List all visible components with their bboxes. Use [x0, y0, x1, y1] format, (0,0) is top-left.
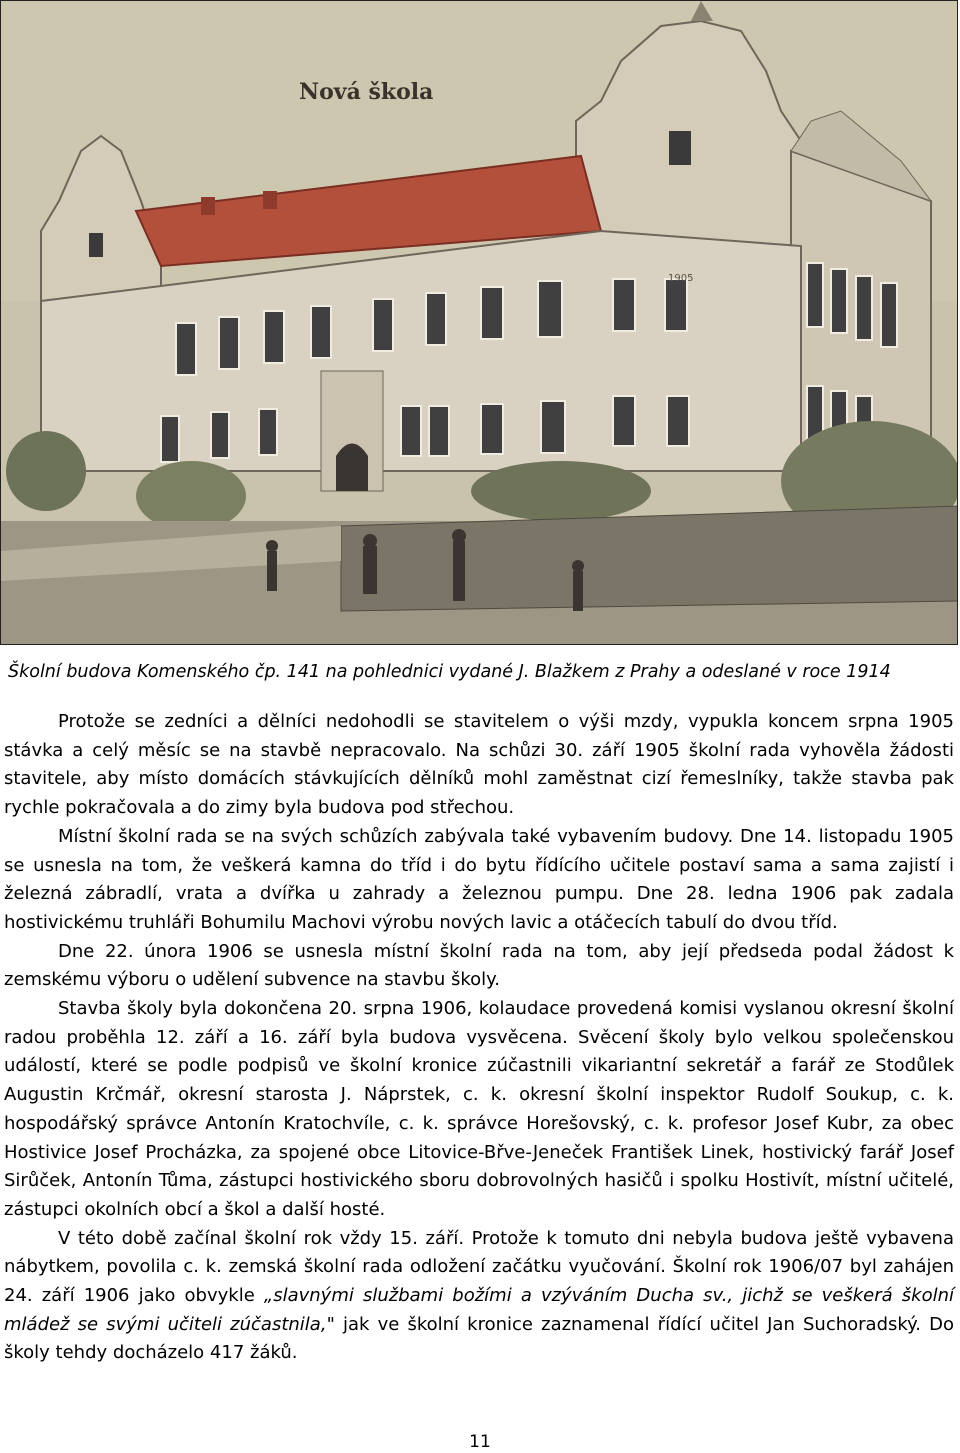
paragraph-text: " jak ve školní kronice zaznamenal řídící učitel Jan Suchoradský. Do školy tehdy docházelo 417 žáků.: [4, 1313, 954, 1364]
chronicle-quote: „slavnými službami božími a vzýváním Ducha sv., jichž se veškerá školní mládež se svými učiteli zúčastnila,: [4, 1285, 954, 1335]
paragraph: Dne 22. února 1906 se usnesla místní školní rada na tom, aby její předseda podal žádost k zemskému výboru o udělení subvence na stavbu školy.: [4, 940, 954, 991]
page-number: 11: [469, 1432, 491, 1452]
photo-year-plaque: 1905: [668, 273, 694, 284]
paragraph: Protože se zedníci a dělníci nedohodli se stavitelem o výši mzdy, vypukla koncem srpna 1905 stávka a celý měsíc se na stavbě nepracovalo. Na schůzi 30. září 1905 školní rada vyhověla žádosti stavitele, aby místo domácích stávkujících dělníků mohl zaměstnat cizí řemeslníky, takže stavba pak rychle pokračovala a do zimy byla budova pod střechou.: [4, 711, 954, 819]
postcard-photo: [0, 0, 958, 645]
article-body: [4, 708, 954, 1368]
entrance: [321, 371, 383, 491]
photo-title: Nová škola: [299, 79, 434, 105]
paragraph: Místní školní rada se na svých schůzích zabývala také vybavením budovy. Dne 14. listopadu 1905 se usnesla na tom, že veškerá kamna do tříd i do bytu řídícího učitele postaví sama a sama zajistí i železná zábradlí, vrata a dvířka u zahrady a železnou pumpu. Dne 28. ledna 1906 pak zadala hostivickému truhláři Bohumilu Machovi výrobu nových lavic a otáčecích tabulí do dvou tříd.: [4, 825, 954, 933]
photo-caption: Školní budova Komenského čp. 141 na pohlednici vydané J. Blažkem z Prahy a odeslané v roce 1914: [8, 662, 891, 682]
paragraph-text: V této době začínal školní rok vždy 15. září. Protože k tomuto dni nebyla budova ještě vybavena nábytkem, povolila c. k. zemská školní rada odložení začátku vyučování. Školní rok 1906/07 byl zahájen 24. září 1906 jako obvykle: [4, 1227, 954, 1307]
paragraph: [4, 1225, 954, 1369]
paragraph: Stavba školy byla dokončena 20. srpna 1906, kolaudace provedená komisi vyslanou okresní školní radou proběhla 12. září a 16. září byla budova vysvěcena. Svěcení školy bylo velkou společenskou událostí, které se podle podpisů ve školní kronice zúčastnili vikariantní sekretář a farář ze Stodůlek Augustin Krčmář, okresní starosta J. Náprstek, c. k. okresní školní inspektor Rudolf Soukup, c. k. hospodářský správce Antonín Kratochvíle, c. k. správce Horešovský, c. k. profesor Josef Kubr, za obec Hostivice Josef Procházka, za spojené obce Litovice-Břve-Jeneček František Linek, hostivický farář Josef Sirůček, Antonín Tůma, zástupci hostivického sboru dobrovolných hasičů i spolku Hostivít, místní učitelé, zástupci okolních obcí a škol a další hosté.: [4, 998, 954, 1220]
